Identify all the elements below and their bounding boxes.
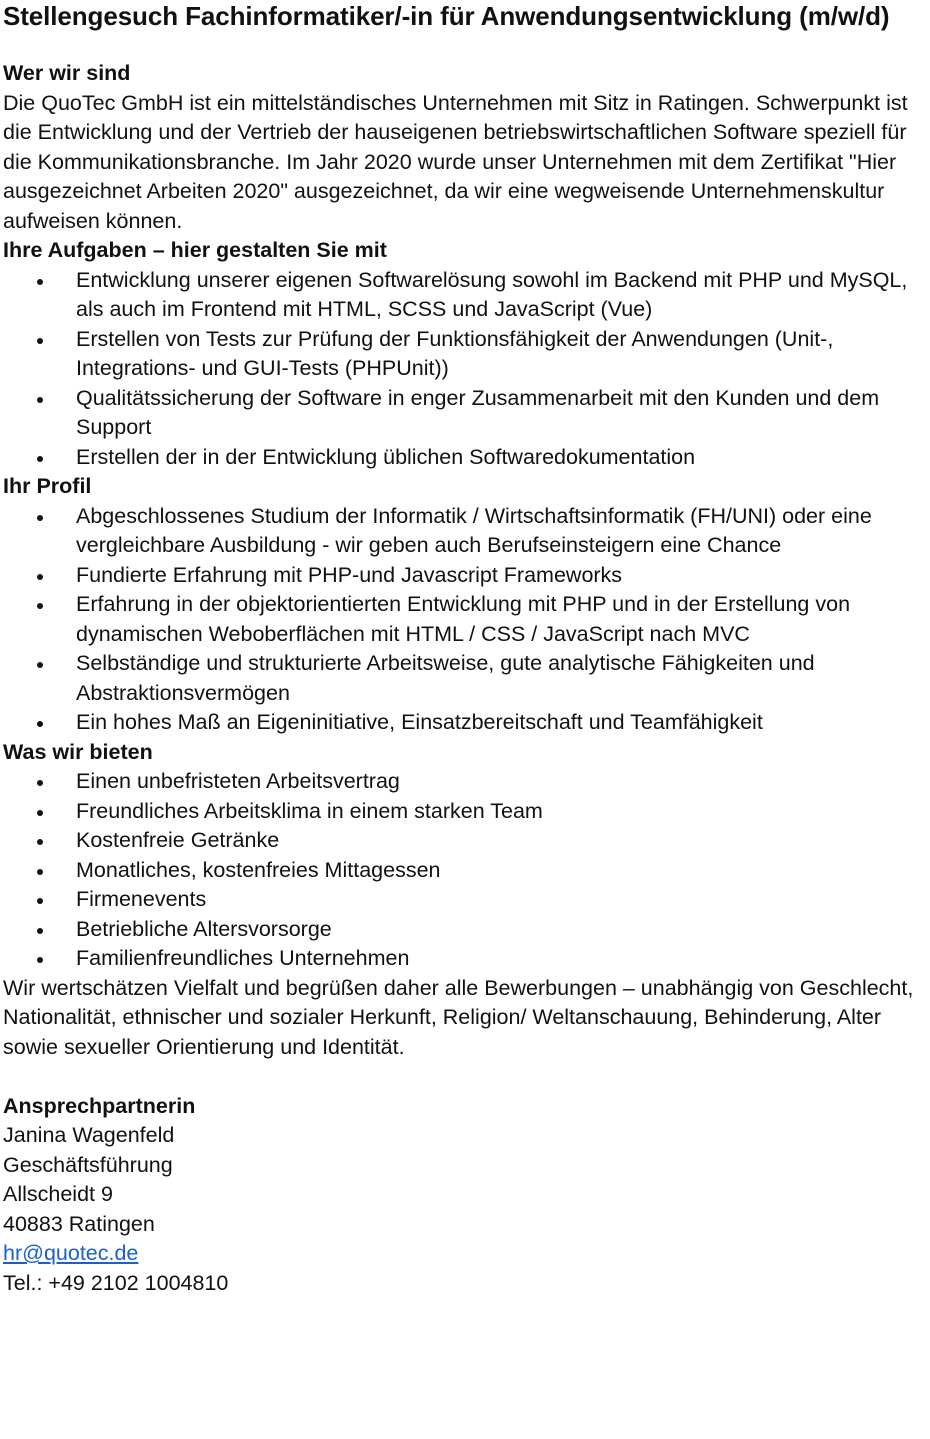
bullet-icon: [37, 898, 43, 904]
offer-list: [3, 767, 928, 974]
list-item: Monatliches, kostenfreies Mittagessen: [3, 856, 928, 886]
list-item: Erfahrung in der objektorientierten Entwicklung mit PHP und in der Erstellung von dynamischen Weboberflächen mit HTML / CSS / JavaScript nach MVC: [3, 590, 928, 649]
bullet-icon: [37, 869, 43, 875]
list-item: Freundliches Arbeitsklima in einem starken Team: [3, 797, 928, 827]
bullet-icon: [37, 780, 43, 786]
blank-line: [3, 1062, 928, 1092]
list-item: Ein hohes Maß an Eigeninitiative, Einsatzbereitschaft und Teamfähigkeit: [3, 708, 928, 738]
profile-list: [3, 502, 928, 738]
list-item: Fundierte Erfahrung mit PHP-und Javascript Frameworks: [3, 561, 928, 591]
tasks-list: [3, 266, 928, 473]
bullet-icon: [37, 662, 43, 668]
bullet-icon: [37, 810, 43, 816]
list-item: Erstellen der in der Entwicklung üblichen Softwaredokumentation: [3, 443, 928, 473]
bullet-icon: [37, 338, 43, 344]
contact-city: 40883 Ratingen: [3, 1211, 155, 1236]
profile-heading: Ihr Profil: [3, 474, 92, 498]
list-item: Entwicklung unserer eigenen Softwarelösung sowohl im Backend mit PHP und MySQL, als auch im Frontend mit HTML, SCSS und JavaScript (Vue): [3, 266, 928, 325]
bullet-icon: [37, 515, 43, 521]
list-item: Betriebliche Altersvorsorge: [3, 915, 928, 945]
title-spacer: [3, 32, 928, 59]
diversity-statement: Wir wertschätzen Vielfalt und begrüßen daher alle Bewerbungen – unabhängig von Geschlecht, Nationalität, ethnischer und sozialer Herkunft, Religion/ Weltanschauung, Behinderung, Alter sowie sexueller Orientierung und Identität.: [3, 975, 914, 1059]
contact-street: Allscheidt 9: [3, 1182, 113, 1206]
contact-email-row: [3, 1239, 928, 1269]
list-item: Familienfreundliches Unternehmen: [3, 944, 928, 974]
offer-heading: Was wir bieten: [3, 739, 153, 764]
bullet-icon: [37, 603, 43, 609]
contact-role: Geschäftsführung: [3, 1152, 173, 1177]
bullet-icon: [37, 279, 43, 285]
list-item: Firmenevents: [3, 885, 928, 915]
contact-heading: Ansprechpartnerin: [3, 1093, 196, 1118]
bullet-icon: [37, 839, 43, 845]
section-profile: [3, 472, 928, 738]
bullet-icon: [37, 456, 43, 462]
section-tasks: [3, 236, 928, 472]
bullet-icon: [37, 721, 43, 727]
contact-phone: Tel.: +49 2102 1004810: [3, 1270, 229, 1295]
bullet-icon: [37, 957, 43, 963]
list-item: Selbständige und strukturierte Arbeitsweise, gute analytische Fähigkeiten und Abstraktionsvermögen: [3, 649, 928, 708]
list-item: Erstellen von Tests zur Prüfung der Funktionsfähigkeit der Anwendungen (Unit-, Integrations- und GUI-Tests (PHPUnit)): [3, 325, 928, 384]
bullet-icon: [37, 397, 43, 403]
bullet-icon: [37, 574, 43, 580]
list-item: Kostenfreie Getränke: [3, 826, 928, 856]
list-item: Qualitätssicherung der Software in enger Zusammenarbeit mit den Kunden und dem Support: [3, 384, 928, 443]
list-item: Abgeschlossenes Studium der Informatik / Wirtschaftsinformatik (FH/UNI) oder eine vergleichbare Ausbildung - wir geben auch Berufseinsteigern eine Chance: [3, 502, 928, 561]
about-text: Die QuoTec GmbH ist ein mittelständisches Unternehmen mit Sitz in Ratingen. Schwerpunkt ist die Entwicklung und der Vertrieb der hauseigenen betriebswirtschaftlichen Software speziell für die Kommunikationsbranche. Im Jahr 2020 wurde unser Unternehmen mit dem Zertifikat "Hier ausgezeichnet Arbeiten 2020" ausgezeichnet, da wir eine wegweisende Unternehmenskultur aufweisen können.: [3, 90, 908, 233]
section-offer: [3, 738, 928, 974]
page-title: Stellengesuch Fachinformatiker/-in für Anwendungsentwicklung (m/w/d): [3, 1, 890, 31]
list-item: Einen unbefristeten Arbeitsvertrag: [3, 767, 928, 797]
tasks-heading: Ihre Aufgaben – hier gestalten Sie mit: [3, 238, 387, 262]
section-about: [3, 59, 928, 236]
email-link[interactable]: hr@quotec.de: [3, 1241, 139, 1265]
bullet-icon: [37, 928, 43, 934]
about-heading: Wer wir sind: [3, 61, 131, 85]
section-contact: [3, 1092, 928, 1299]
contact-name: Janina Wagenfeld: [3, 1123, 175, 1147]
